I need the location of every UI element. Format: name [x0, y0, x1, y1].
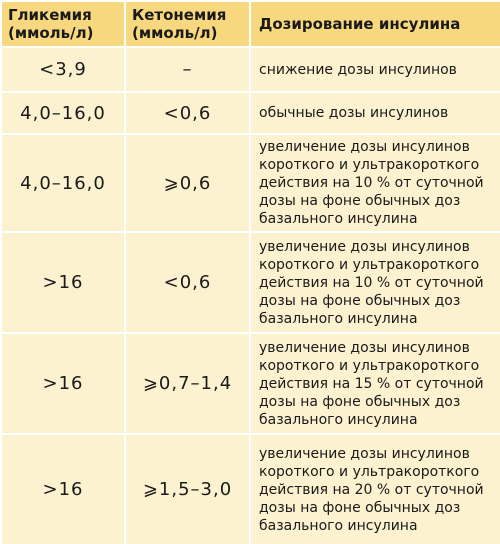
table-row [1, 134, 500, 232]
glycemia-cell: >16 [1, 434, 125, 544]
dosing-cell: увеличение дозы инсулинов короткого и ультракороткого действия на 10 % от суточной дозы на фоне обычных доз базального инсулина [250, 134, 500, 232]
dosing-cell: обычные дозы инсулинов [250, 92, 500, 134]
table-row [1, 434, 500, 544]
ketonemia-cell: <0,6 [125, 232, 250, 333]
ketonemia-cell: <0,6 [125, 92, 250, 134]
header-dosing: Дозирование инсулина [250, 1, 500, 47]
dosing-cell: увеличение дозы инсулинов короткого и ультракороткого действия на 20 % от суточной дозы на фоне обычных доз базального инсулина [250, 434, 500, 544]
ketonemia-cell: ⩾0,7–1,4 [125, 333, 250, 434]
ketonemia-cell: – [125, 47, 250, 92]
table-row [1, 333, 500, 434]
glycemia-cell: 4,0–16,0 [1, 92, 125, 134]
glycemia-cell: <3,9 [1, 47, 125, 92]
dosing-cell: увеличение дозы инсулинов короткого и ультракороткого действия на 15 % от суточной дозы на фоне обычных доз базального инсулина [250, 333, 500, 434]
header-ketonemia: Кетонемия (ммоль/л) [125, 1, 250, 47]
glycemia-cell: >16 [1, 333, 125, 434]
dosing-cell: снижение дозы инсулинов [250, 47, 500, 92]
table-row [1, 92, 500, 134]
table-row [1, 232, 500, 333]
table-row [1, 47, 500, 92]
ketonemia-cell: ⩾0,6 [125, 134, 250, 232]
ketonemia-cell: ⩾1,5–3,0 [125, 434, 250, 544]
header-glycemia: Гликемия (ммоль/л) [1, 1, 125, 47]
glycemia-cell: 4,0–16,0 [1, 134, 125, 232]
dosing-cell: увеличение дозы инсулинов короткого и ультракороткого действия на 10 % от суточной дозы на фоне обычных доз базального инсулина [250, 232, 500, 333]
glycemia-cell: >16 [1, 232, 125, 333]
table-header-row [1, 1, 500, 47]
